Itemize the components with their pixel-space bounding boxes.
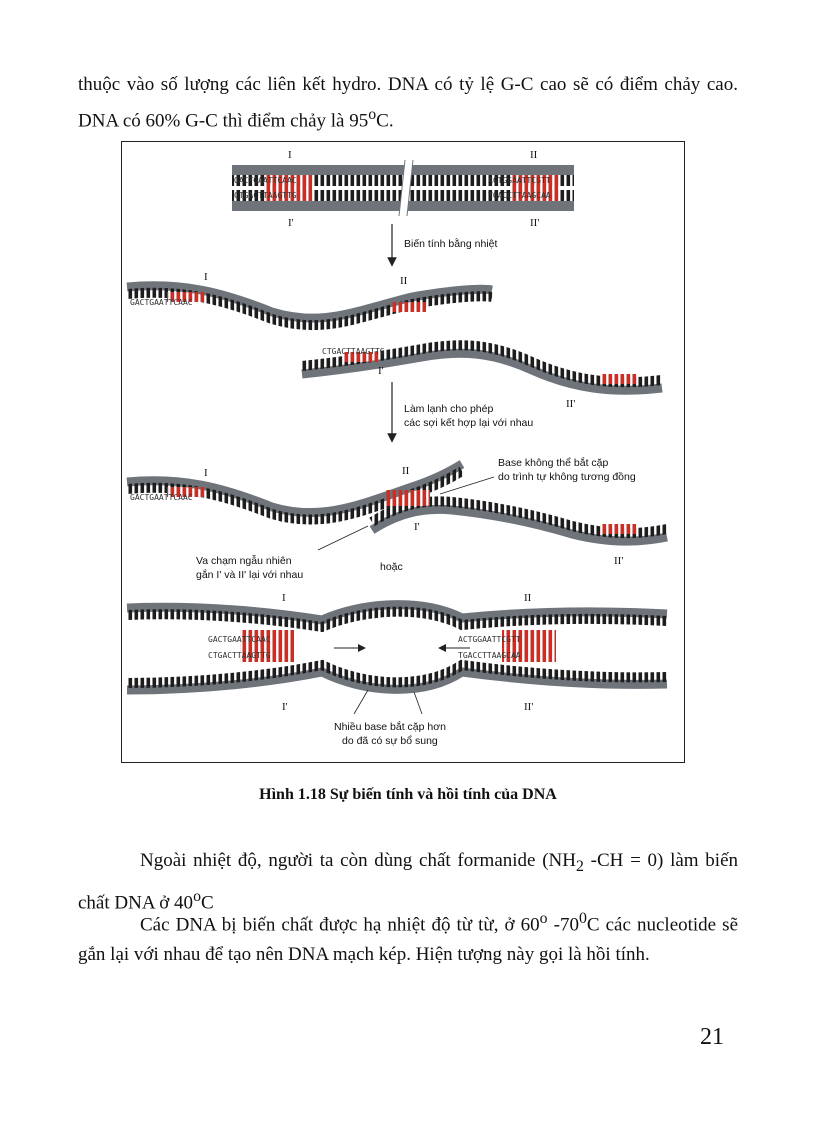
- top-teeth-4: [127, 612, 667, 627]
- degree-sup: o: [368, 106, 377, 123]
- lower-red-ii: [600, 374, 638, 384]
- degree-sup: 0: [578, 910, 587, 927]
- text-run: -CH = 0) làm biến chất DNA ở 40: [78, 850, 739, 914]
- text-run: C các nucleotide sẽ gắn lại với nhau để tạo nên DNA mạch kép. Hiện tượng này gọi là hồi tính.: [78, 914, 739, 966]
- sequence-4-bottom: CTGACTTAAGTTG: [208, 651, 271, 660]
- sequence-upper-3: GACTGAATTCAAC: [130, 493, 193, 502]
- text-run: Các DNA bị biến chất được hạ nhiệt độ từ từ, ở 60: [140, 914, 540, 936]
- leader-collision: [318, 526, 368, 550]
- lower-red-3: [600, 524, 638, 534]
- note-mismatch-2: do trình tự không tương đồng: [498, 471, 636, 483]
- label-ii-prime-4: II': [524, 701, 534, 713]
- note-collision-1: Va chạm ngẫu nhiên: [196, 555, 292, 567]
- sequence-bottom: CTGACTTAAGTTG: [234, 191, 297, 200]
- page-number: 21: [700, 1024, 724, 1050]
- sequence-ii-top: ACTGGAATTCGTT: [488, 176, 551, 185]
- sequence-4-ii-bottom: TGACCTTAAGCAA: [458, 651, 521, 660]
- label-ii-2: II: [400, 275, 408, 287]
- label-i-prime-2: I': [378, 365, 384, 377]
- leader-more-2: [414, 692, 422, 714]
- step-cool-label-2: các sợi kết hợp lại với nhau: [404, 417, 534, 429]
- panel-native-duplex: [232, 149, 574, 229]
- sequence-4-ii-top: ACTGGAATTCGTT: [458, 635, 521, 644]
- note-more-1: Nhiều base bắt cặp hơn: [334, 721, 446, 733]
- label-i-4: I: [282, 592, 286, 604]
- mismatch-red: [386, 490, 430, 506]
- degree-sup: o: [193, 887, 201, 905]
- label-i-prime-4: I': [282, 701, 288, 713]
- text-run: -70: [547, 914, 579, 936]
- paragraph-renaturation: [78, 904, 738, 970]
- text-run: C.: [376, 110, 394, 132]
- note-mismatch-1: Base không thể bắt cặp: [498, 457, 609, 469]
- panel-random-collision: [127, 456, 667, 581]
- note-collision-2: gắn I' và II' lại với nhau: [196, 569, 304, 581]
- or-label: hoặc: [380, 561, 403, 573]
- sequence-upper: GACTGAATTCAAC: [130, 298, 193, 307]
- figure-caption: Hình 1.18 Sự biến tính và hồi tính của DNA: [259, 786, 557, 803]
- sequence-top: GACTGAATTCAAC: [234, 176, 297, 185]
- text-run: Ngoài nhiệt độ, người ta còn dùng chất formanide (NH: [140, 850, 576, 871]
- paragraph-intro: [78, 70, 738, 136]
- upper-red-ii: [390, 302, 426, 312]
- step-cool-label-1: Làm lạnh cho phép: [404, 403, 494, 415]
- sequence-ii-bottom: TGACCTTAAGCAA: [488, 191, 551, 200]
- subscript: 2: [575, 857, 584, 875]
- figure-dna-denaturation: [121, 141, 685, 763]
- text-run: thuộc vào số lượng các liên kết hydro. DNA có tỷ lệ G-C cao sẽ có điểm chảy cao. DNA có 60% G-C thì điểm chảy là 95: [78, 74, 738, 132]
- panel-renatured-duplex: [127, 592, 667, 747]
- dna-diagram: [122, 142, 684, 762]
- label-ii-3: II: [402, 465, 410, 477]
- label-ii: II: [530, 149, 538, 161]
- sequence-lower: CTGACTTAAGTTG: [322, 347, 385, 356]
- degree-sup: o: [539, 910, 548, 927]
- label-i-prime-3: I': [414, 521, 420, 533]
- note-more-2: do đã có sự bổ sung: [342, 735, 438, 747]
- label-i-prime: I': [288, 217, 294, 229]
- label-i-3: I: [204, 467, 208, 479]
- sequence-4-top: GACTGAATTCAAC: [208, 635, 271, 644]
- text-run: C: [200, 892, 214, 914]
- label-i: I: [288, 149, 292, 161]
- label-ii-prime-3: II': [614, 555, 624, 567]
- label-ii-4: II: [524, 592, 532, 604]
- panel-separated-strands: [127, 271, 662, 410]
- label-ii-prime-2: II': [566, 398, 576, 410]
- label-ii-prime: II': [530, 217, 540, 229]
- leader-more-1: [354, 690, 368, 714]
- step-denature-label: Biến tính bằng nhiệt: [404, 238, 498, 250]
- bottom-teeth-4: [127, 665, 667, 683]
- strand-top: [232, 165, 574, 175]
- label-i-2: I: [204, 271, 208, 283]
